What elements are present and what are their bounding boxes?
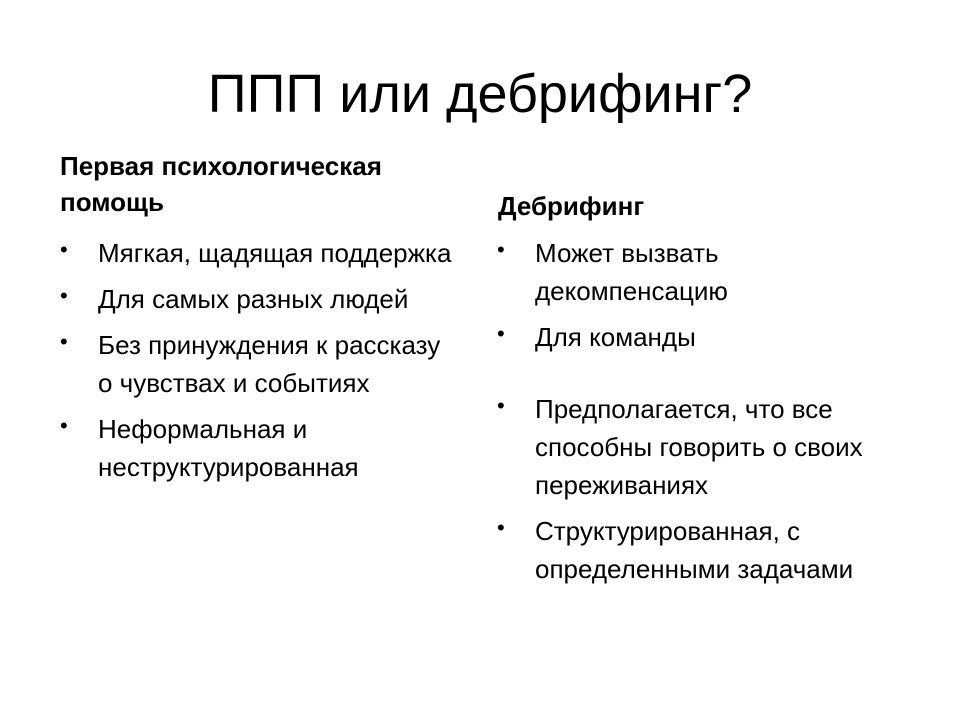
list-item: [60, 234, 460, 272]
bullet-text: Может вызвать декомпенсацию: [535, 238, 728, 306]
bullet-text: Мягкая, щадящая поддержка: [98, 238, 452, 268]
bullet-icon: •: [497, 393, 505, 418]
list-item: [497, 512, 917, 588]
bullet-icon: •: [60, 283, 68, 308]
bullet-text: Неформальная и неструктурированная: [98, 414, 359, 482]
bullet-icon: •: [60, 237, 68, 262]
bullet-icon: •: [497, 237, 505, 262]
list-item: [497, 234, 917, 310]
bullet-icon: •: [497, 515, 505, 540]
list-item: [497, 318, 917, 356]
bullet-text: Без принуждения к рассказу о чувствах и событиях: [98, 330, 441, 398]
list-item: [60, 410, 460, 486]
list-item: [497, 390, 917, 504]
bullet-text: Структурированная, с определенными задачами: [535, 516, 854, 584]
bullet-text: Для самых разных людей: [98, 284, 409, 314]
list-item: [60, 280, 460, 318]
bullet-text: Для команды: [535, 322, 696, 352]
right-bullet-list: [497, 234, 917, 596]
left-column-heading: Первая психологическая помощь: [60, 151, 382, 217]
left-bullet-list: [60, 234, 460, 494]
right-column-heading: Дебрифинг: [498, 191, 645, 221]
list-item: [60, 326, 460, 402]
bullet-icon: •: [60, 413, 68, 438]
bullet-icon: •: [497, 321, 505, 346]
bullet-text: Предполагается, что все способны говорить о своих переживаниях: [535, 394, 863, 500]
slide-title: ППП или дебрифинг?: [207, 64, 753, 124]
bullet-icon: •: [60, 329, 68, 354]
